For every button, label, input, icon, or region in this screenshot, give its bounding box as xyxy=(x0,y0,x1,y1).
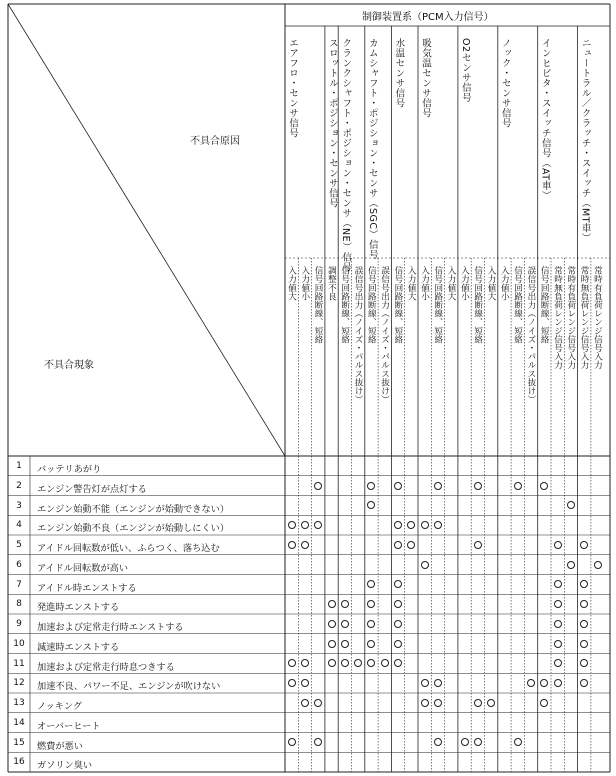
row-phenomenon: ノッキング xyxy=(37,701,83,712)
group-header: クランクシャフト・ポジション・センサ（NE）信号 xyxy=(340,38,352,273)
circle-mark xyxy=(301,541,309,549)
circle-mark xyxy=(301,699,309,707)
circle-mark xyxy=(421,699,429,707)
circle-mark xyxy=(434,699,442,707)
subcolumn-header: 入力値大 xyxy=(446,266,457,301)
circle-mark xyxy=(474,541,482,549)
group-header: 水温センサ信号 xyxy=(393,38,405,108)
row-phenomenon: エンジン始動不良（エンジンが始動しにくい） xyxy=(37,523,230,535)
subcolumn-header: 信号回路断線、短絡 xyxy=(366,266,377,344)
group-header: 吸気温センサ信号 xyxy=(420,38,431,118)
diagonal-line xyxy=(8,4,285,456)
circle-mark xyxy=(487,699,495,707)
row-number: 6 xyxy=(16,559,22,570)
row-number: 8 xyxy=(16,599,22,610)
subcolumn-header: 常時有負荷レンジ信号入力 xyxy=(565,266,576,370)
circle-mark xyxy=(394,620,402,628)
circle-mark xyxy=(341,600,349,608)
subcolumn-header: 信号回路断線、短絡 xyxy=(472,266,483,344)
row-phenomenon: 加速不良、パワー不足、エンジンが吹けない xyxy=(37,681,221,693)
row-phenomenon: アイドル回転数が高い xyxy=(37,562,129,574)
cause-label: 不具合原因 xyxy=(190,136,240,147)
row-phenomenon: アイドル回転数が低い、ふらつく、落ち込む xyxy=(37,543,220,554)
subcolumn-header: 常時有負荷レンジ信号入力 xyxy=(592,266,603,370)
circle-mark xyxy=(394,640,402,648)
circle-mark xyxy=(288,541,296,549)
circle-mark xyxy=(474,482,482,490)
row-number: 15 xyxy=(13,737,25,748)
row-phenomenon: エンジン警告灯が点灯する xyxy=(37,483,147,495)
circle-mark xyxy=(328,659,336,667)
subcolumn-header: 入力値小 xyxy=(459,266,470,301)
circle-mark xyxy=(341,640,349,648)
subcolumn-header: 誤信号出力（ノイズ・パルス抜け） xyxy=(525,266,536,404)
circle-mark xyxy=(594,561,602,569)
subcolumn-header: 誤信号出力（ノイズ・パルス抜け） xyxy=(353,266,363,404)
row-number: 11 xyxy=(13,658,25,669)
circle-mark xyxy=(288,521,296,529)
circle-mark xyxy=(328,600,336,608)
row-phenomenon: アイドル時エンストする xyxy=(37,582,137,594)
group-header: ニュートラル／クラッチ・スイッチ（MT車） xyxy=(579,38,591,243)
group-header: ノック・センサ信号 xyxy=(499,38,511,128)
row-number: 3 xyxy=(16,500,22,511)
circle-mark xyxy=(554,600,562,608)
circle-mark xyxy=(554,679,562,687)
row-number: 9 xyxy=(16,619,22,629)
circle-mark xyxy=(461,738,469,746)
circle-mark xyxy=(474,699,482,707)
circle-mark xyxy=(394,541,402,549)
group-header: スロットル・ポジション・センサ信号 xyxy=(326,38,338,208)
phenomenon-label: 不具合現象 xyxy=(44,360,94,371)
circle-mark xyxy=(554,541,562,549)
circle-mark xyxy=(328,620,336,628)
row-number: 10 xyxy=(13,638,25,649)
row-number: 5 xyxy=(16,540,22,550)
subcolumn-header: 誤信号出力（ノイズ・パルス抜け） xyxy=(379,266,390,404)
row-phenomenon: バッテリあがり xyxy=(37,464,102,475)
row-number: 4 xyxy=(16,520,22,531)
circle-mark xyxy=(341,620,349,628)
row-phenomenon: 加速および定常走行時息つきする xyxy=(37,661,175,673)
group-header: インヒビタ・スイッチ信号（AT車） xyxy=(539,38,551,201)
row-phenomenon: 発進時エンストする xyxy=(37,602,120,614)
subcolumn-header: 信号回路断線、短絡 xyxy=(313,266,324,344)
circle-mark xyxy=(421,521,429,529)
row-number: 1 xyxy=(16,461,22,471)
group-header: カムシャフト・ポジション・センサ（SGC）信号 xyxy=(366,38,378,260)
subcolumn-header: 入力値大 xyxy=(486,266,496,301)
system-title: 制御装置系（PCM入力信号） xyxy=(362,12,494,23)
circle-mark xyxy=(434,482,442,490)
row-number: 12 xyxy=(13,678,25,689)
row-phenomenon: 減速時エンストする xyxy=(37,641,120,653)
circle-mark xyxy=(328,640,336,648)
row-phenomenon: 燃費が悪い xyxy=(37,740,83,752)
row-phenomenon: オーバーヒート xyxy=(37,720,101,732)
subcolumn-header: 入力値小 xyxy=(299,266,310,301)
subcolumn-header: 常時無負荷レンジ信号入力 xyxy=(552,266,563,370)
circle-mark xyxy=(421,561,429,569)
circle-mark xyxy=(567,561,575,569)
subcolumn-header: 常時無負荷レンジ信号入力 xyxy=(579,266,590,370)
circle-mark xyxy=(554,640,562,648)
circle-mark xyxy=(580,640,588,648)
subcolumn-header: 信号回路断線、短絡 xyxy=(512,266,523,344)
row-number: 14 xyxy=(13,717,25,728)
subcolumn-header: 入力値小 xyxy=(419,266,430,301)
row-number: 16 xyxy=(13,757,25,768)
row-number: 2 xyxy=(16,480,22,491)
subcolumn-header: 信号回路断線、短絡 xyxy=(539,266,550,344)
circle-mark xyxy=(314,482,322,490)
subcolumn-header: 入力値大 xyxy=(286,266,297,301)
circle-mark xyxy=(288,679,296,687)
circle-mark xyxy=(554,620,562,628)
circle-mark xyxy=(394,482,402,490)
subcolumn-header: 入力値小 xyxy=(499,266,510,301)
circle-mark xyxy=(540,482,548,490)
subcolumn-header: 調整不良 xyxy=(326,266,337,301)
subcolumn-header: 信号回路断線、短絡 xyxy=(432,266,443,344)
row-phenomenon: エンジン始動不能（エンジンが始動できない） xyxy=(37,503,230,515)
subcolumn-header: 信号回路断線、短絡 xyxy=(392,266,403,344)
subcolumn-header: 信号回路断線、短絡 xyxy=(339,266,350,344)
group-header: O2センサ信号 xyxy=(459,38,471,103)
row-phenomenon: 加速および定常走行時エンストする xyxy=(37,622,184,633)
subcolumn-header: 入力値大 xyxy=(406,266,417,301)
circle-mark xyxy=(514,482,522,490)
row-number: 13 xyxy=(13,698,25,708)
group-header: エアフロ・センサ信号 xyxy=(287,38,298,138)
circle-mark xyxy=(421,679,429,687)
row-number: 7 xyxy=(16,579,22,590)
row-phenomenon: ガソリン臭い xyxy=(37,760,93,772)
